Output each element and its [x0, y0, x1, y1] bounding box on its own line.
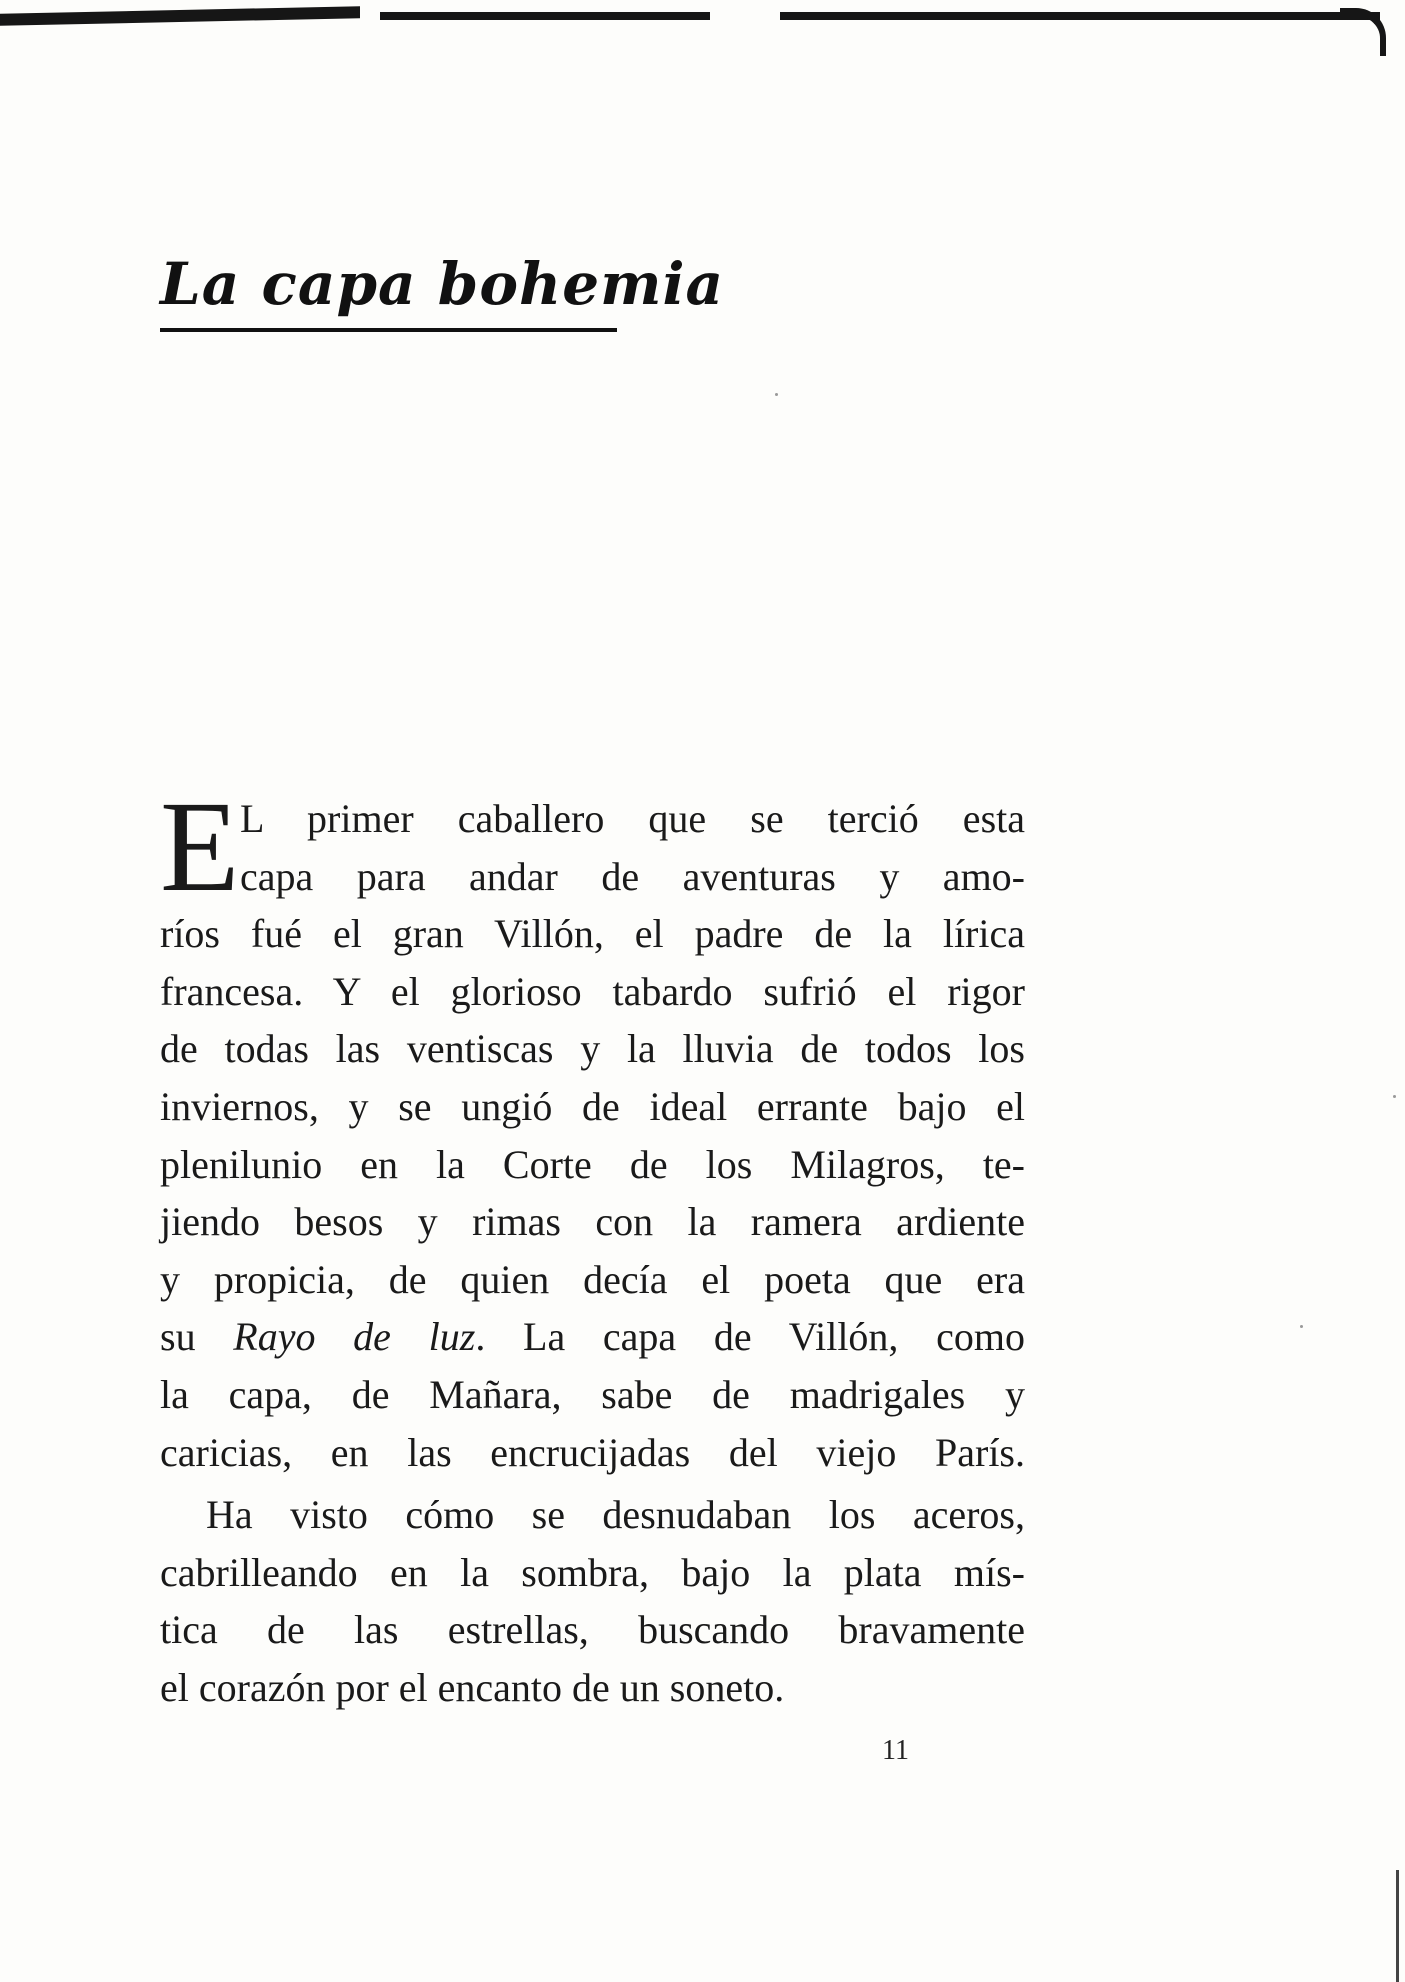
italic-title: Rayo de luz [233, 1314, 476, 1360]
text-line: ríos fué el gran Villón, el padre de la lírica [160, 911, 1025, 957]
drop-cap: E [160, 775, 240, 919]
text-line: jiendo besos y rimas con la ramera ardiente [160, 1199, 1025, 1245]
text-segment: su [160, 1314, 234, 1360]
paragraph-2 [160, 1486, 1025, 1716]
scan-edge-artifact [1396, 1870, 1399, 1982]
text-line: el corazón por el encanto de un soneto. [160, 1664, 785, 1710]
text-line: caricias, en las encrucijadas del viejo París. [160, 1429, 1025, 1475]
text-line: inviernos, y se ungió de ideal errante bajo el [160, 1083, 1025, 1129]
chapter-title: La capa bohemia [160, 250, 725, 318]
text-line: plenilunio en la Corte de los Milagros, te- [160, 1141, 1025, 1187]
scan-edge-artifact [380, 12, 710, 20]
text-line: cabrilleando en la sombra, bajo la plata mís- [160, 1549, 1025, 1595]
scan-edge-artifact [780, 12, 1380, 20]
text-line: L primer caballero que se terció esta [240, 796, 1025, 841]
text-line: tica de las estrellas, buscando bravamente [160, 1607, 1025, 1653]
page-number: 11 [882, 1735, 909, 1766]
text-line-with-italic [160, 1308, 1025, 1366]
text-line: de todas las ventiscas y la lluvia de todos los [160, 1026, 1025, 1072]
paragraph-1 [160, 775, 1025, 1481]
text-segment: . La capa de Villón, como [475, 1314, 1025, 1360]
scan-edge-artifact [0, 6, 360, 26]
scan-speck [775, 393, 778, 396]
text-line: y propicia, de quien decía el poeta que era [160, 1256, 1025, 1302]
text-line: francesa. Y el glorioso tabardo sufrió el rigor [160, 968, 1025, 1014]
scan-speck [1300, 1325, 1303, 1328]
text-line: Ha visto cómo se desnudaban los aceros, [206, 1492, 1025, 1537]
text-line: capa para andar de aventuras y amo- [240, 853, 1025, 899]
text-line: la capa, de Mañara, sabe de madrigales y [160, 1371, 1025, 1417]
title-underline [160, 328, 617, 332]
scan-speck [1393, 1095, 1396, 1098]
